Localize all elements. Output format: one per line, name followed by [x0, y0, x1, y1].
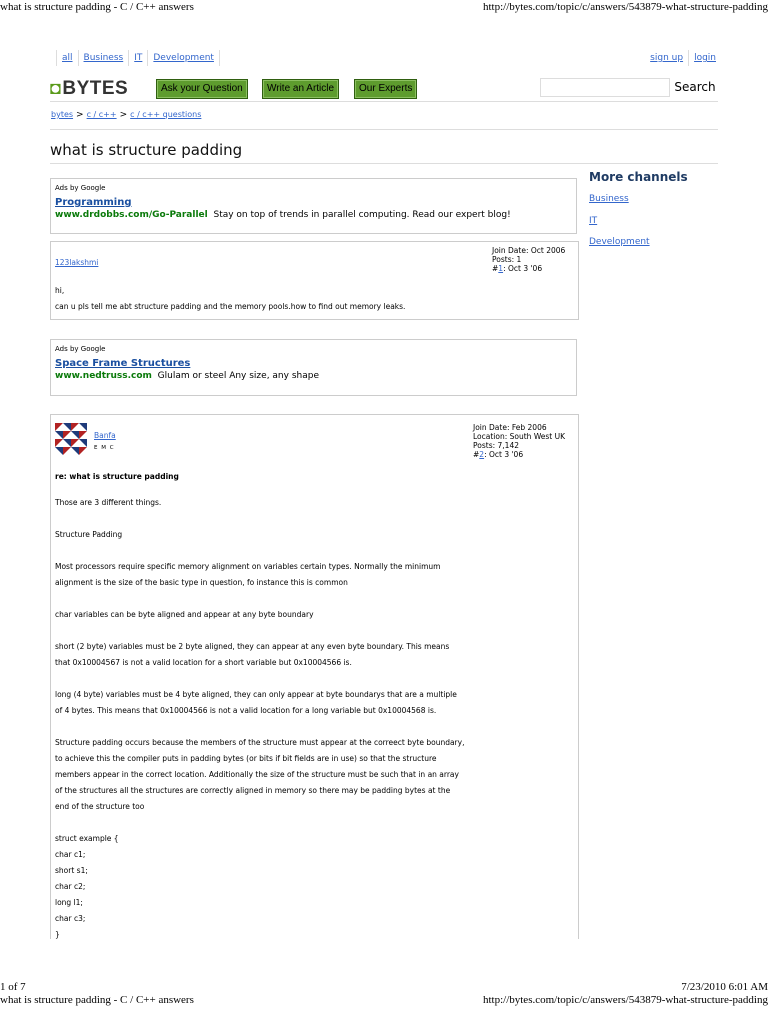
post-line — [55, 591, 570, 607]
nav-divider — [128, 50, 129, 66]
post-number: #2: Oct 3 '06 — [473, 450, 524, 459]
post-line: short (2 byte) variables must be 2 byte aligned, they can appear at any even byte boundary. This means — [55, 642, 450, 651]
our-experts-button[interactable]: Our Experts — [354, 79, 417, 99]
post-line: struct example { — [55, 834, 119, 843]
post-line — [55, 511, 570, 527]
post-2 — [50, 414, 579, 939]
post-line: alignment is the size of the basic type in question, fo instance this is common — [55, 578, 348, 587]
top-nav — [51, 50, 225, 66]
breadcrumb-c-cpp[interactable]: c / c++ — [86, 110, 117, 119]
post-line — [55, 543, 570, 559]
user-rank: E M C — [94, 445, 115, 451]
post-line: long l1; — [55, 898, 83, 907]
nav-divider — [219, 50, 220, 66]
post-title: re: what is structure padding — [55, 472, 179, 481]
breadcrumb-separator: > — [119, 110, 128, 120]
nav-divider — [147, 50, 148, 66]
post-line: can u pls tell me abt structure padding and the memory pools.how to find out memory leaks. — [55, 302, 406, 311]
post-line: Structure padding occurs because the members of the structure must appear at the correect byte boundary, — [55, 738, 465, 747]
write-article-button[interactable]: Write an Article — [262, 79, 339, 99]
post-line — [55, 671, 570, 687]
post-line: long (4 byte) variables must be 4 byte aligned, they can only appear at byte boundarys that are a multiple — [55, 690, 457, 699]
post-number: #1: Oct 3 '06 — [492, 264, 543, 273]
nav-divider — [688, 50, 689, 66]
breadcrumb-c-cpp-questions[interactable]: c / c++ questions — [130, 110, 202, 119]
ad-title-link[interactable]: Space Frame Structures — [55, 358, 191, 369]
ads-label: Ads by Google — [55, 184, 106, 192]
sign-up-link[interactable]: sign up — [650, 53, 684, 63]
post-line: to achieve this the compiler puts in padding bytes (or bits if bit fields are in use) so that the structure — [55, 754, 437, 763]
avatar — [55, 423, 87, 455]
print-header-title: what is structure padding - C / C++ answers — [0, 1, 194, 13]
login-link[interactable]: login — [694, 53, 716, 63]
post-line: that 0x10004567 is not a valid location for a short variable but 0x10004566 is. — [55, 658, 352, 667]
post-body — [55, 283, 405, 315]
post-line — [55, 719, 570, 735]
post-meta — [492, 246, 565, 273]
post-count: Posts: 1 — [492, 255, 522, 264]
location: Location: South West UK — [473, 432, 566, 441]
post-author-link[interactable]: 123lakshmi — [55, 258, 99, 267]
search-button[interactable]: Search — [674, 80, 716, 94]
post-line — [55, 815, 570, 831]
nav-divider — [78, 50, 79, 66]
page-count: 1 of 7 — [0, 981, 26, 993]
post-number-link[interactable]: 2 — [479, 450, 485, 459]
breadcrumb-bytes[interactable]: bytes — [51, 110, 74, 119]
ad-text: Stay on top of trends in parallel computing. Read our expert blog! — [213, 210, 511, 220]
breadcrumb — [51, 110, 201, 120]
post-count: Posts: 7,142 — [473, 441, 519, 450]
logo-text: BYTES — [62, 78, 129, 99]
post-body — [55, 495, 570, 943]
header-divider — [50, 101, 718, 102]
nav-link-it[interactable]: IT — [134, 53, 143, 63]
sidebar-heading: More channels — [589, 170, 688, 184]
post-line: short s1; — [55, 866, 88, 875]
post-line — [55, 623, 570, 639]
ad-box-1 — [50, 178, 577, 234]
sidebar-link-business[interactable]: Business — [589, 194, 629, 204]
logo-mark-icon: ◘ — [50, 78, 62, 98]
print-datetime: 7/23/2010 6:01 AM — [681, 981, 768, 993]
post-line: of 4 bytes. This means that 0x10004566 is not a valid location for a long variable but 0x10004568 is. — [55, 706, 437, 715]
title-divider — [50, 163, 718, 164]
ad-url-link[interactable]: www.nedtruss.com — [55, 371, 152, 381]
nav-link-all[interactable]: all — [62, 53, 73, 63]
ad-box-2 — [50, 339, 577, 396]
post-line: members appear in the correct location. Additionally the size of the structure must be such that in an array — [55, 770, 459, 779]
post-line: char c2; — [55, 882, 86, 891]
nav-divider — [56, 50, 57, 66]
print-footer-title: what is structure padding - C / C++ answers — [0, 994, 194, 1006]
breadcrumb-divider — [50, 129, 718, 130]
join-date: Join Date: Feb 2006 — [473, 423, 547, 432]
ad-line — [55, 371, 319, 381]
ad-line — [55, 210, 511, 220]
print-footer-url: http://bytes.com/topic/c/answers/543879-what-structure-padding — [482, 994, 768, 1006]
ad-url-link[interactable]: www.drdobbs.com/Go-Parallel — [55, 210, 208, 220]
post-line: char c1; — [55, 850, 86, 859]
post-line: hi, — [55, 286, 65, 295]
ad-title-link[interactable]: Programming — [55, 197, 132, 208]
post-line: end of the structure too — [55, 802, 145, 811]
breadcrumb-separator: > — [76, 110, 84, 120]
post-line: Most processors require specific memory alignment on variables certain types. Normally the minimum — [55, 562, 441, 571]
join-date: Join Date: Oct 2006 — [492, 246, 566, 255]
post-line: Structure Padding — [55, 530, 123, 539]
nav-link-business[interactable]: Business — [83, 53, 124, 63]
post-line: } — [55, 930, 60, 939]
sidebar-link-development[interactable]: Development — [589, 237, 650, 247]
print-header — [0, 0, 768, 18]
sidebar-link-it[interactable]: IT — [589, 216, 598, 226]
post-1 — [50, 241, 579, 320]
post-line: char variables can be byte aligned and appear at any byte boundary — [55, 610, 314, 619]
post-author-link[interactable]: Banfa — [94, 431, 116, 440]
search-input[interactable] — [540, 78, 670, 97]
nav-link-development[interactable]: Development — [153, 53, 214, 63]
ads-label: Ads by Google — [55, 345, 106, 353]
post-line: Those are 3 different things. — [55, 498, 162, 507]
ask-question-button[interactable]: Ask your Question — [156, 79, 248, 99]
post-line: of the structures all the structures are correctly aligned in memory so there may be padding bytes at the — [55, 786, 451, 795]
user-links — [650, 50, 716, 66]
post-line: char c3; — [55, 914, 86, 923]
page-title: what is structure padding — [50, 141, 243, 159]
print-header-url: http://bytes.com/topic/c/answers/543879-what-structure-padding — [482, 1, 768, 13]
ad-text: Glulam or steel Any size, any shape — [157, 371, 319, 381]
bytes-logo[interactable] — [50, 78, 128, 100]
post-meta — [473, 423, 565, 459]
post-number-link[interactable]: 1 — [498, 264, 504, 273]
